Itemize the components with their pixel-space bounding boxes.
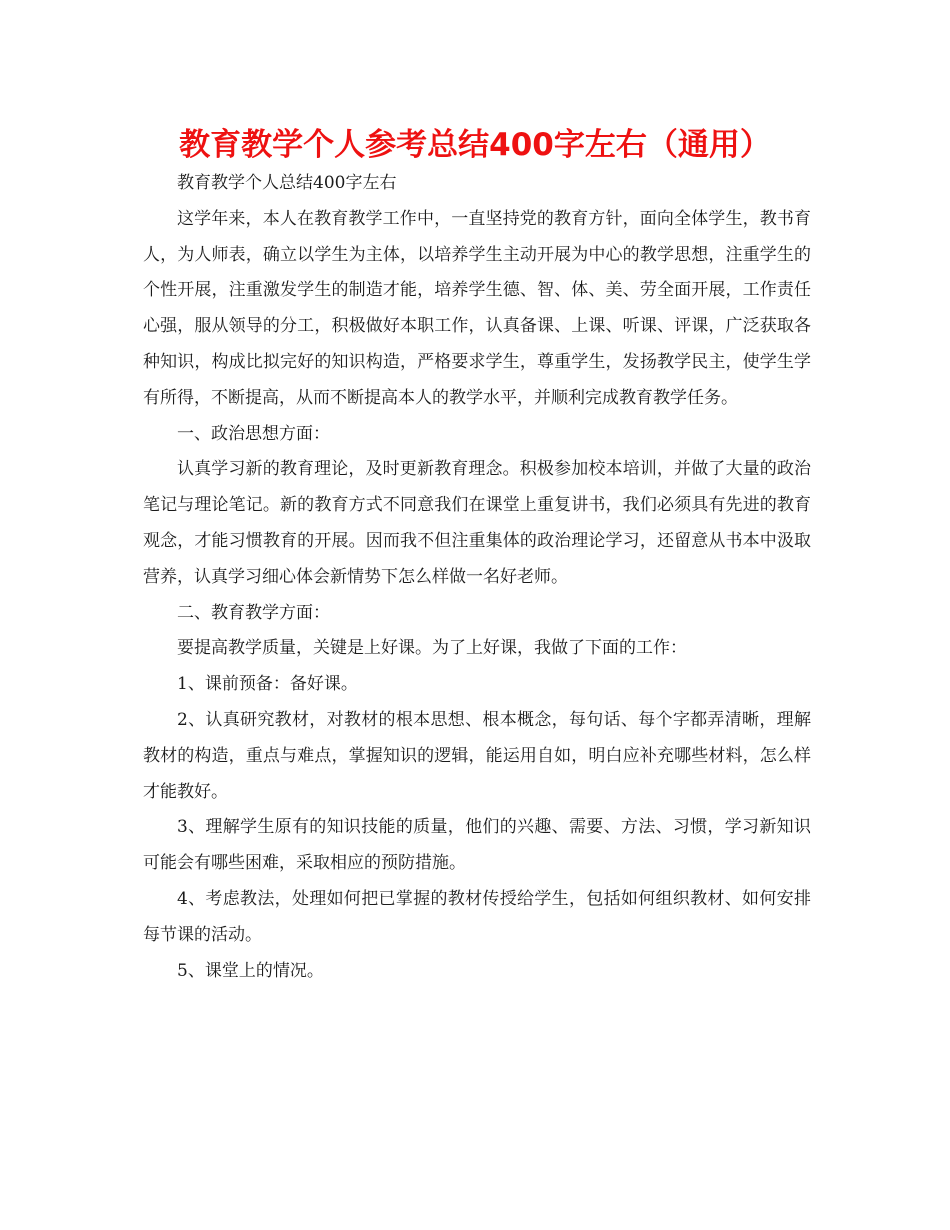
paragraph-intro: 这学年来，本人在教育教学工作中，一直坚持党的教育方针，面向全体学生，教书育人，为人师表，确立以学生为主体，以培养学生主动开展为中心的教学思想，注重学生的个性开展，注重激发学生的制造才能，培养学生德、智、体、美、劳全面开展，工作责任心强，服从领导的分工，积极做好本职工作，认真备课、上课、听课、评课，广泛获取各种知识，构成比拟完好的知识构造，严格要求学生，尊重学生，发扬教学民主，使学生学有所得，不断提高，从而不断提高本人的教学水平，并顺利完成教育教学任务。 (143, 208, 811, 408)
list-item-4: 4、考虑教法，处理如何把已掌握的教材传授给学生，包括如何组织教材、如何安排每节课的活动。 (143, 888, 811, 945)
list-item-3: 3、理解学生原有的知识技能的质量，他们的兴趣、需要、方法、习惯，学习新知识可能会有哪些困难，采取相应的预防措施。 (143, 817, 811, 874)
section-heading-teaching: 二、教育教学方面： (177, 602, 330, 623)
paragraph-politics: 认真学习新的教育理论，及时更新教育理念。积极参加校本培训，并做了大量的政治笔记与理论笔记。新的教育方式不同意我们在课堂上重复讲书，我们必须具有先进的教育观念，才能习惯教育的开展。因而我不但注重集体的政治理论学习，还留意从书本中汲取营养，认真学习细心体会新情势下怎么样做一名好老师。 (143, 459, 811, 587)
document-subtitle: 教育教学个人总结400字左右 (177, 173, 397, 193)
list-item-2: 2、认真研究教材，对教材的根本思想、根本概念，每句话、每个字都弄清晰，理解教材的构造，重点与难点，掌握知识的逻辑，能运用自如，明白应补充哪些材料，怎么样才能教好。 (143, 709, 811, 802)
paragraph-teaching-intro: 要提高教学质量，关键是上好课。为了上好课，我做了下面的工作： (177, 638, 687, 659)
document-body (143, 166, 811, 989)
list-item-5: 5、课堂上的情况。 (177, 960, 324, 981)
section-heading-politics: 一、政治思想方面： (177, 423, 330, 444)
document-title: 教育教学个人参考总结400字左右（通用） (179, 127, 771, 163)
list-item-1: 1、课前预备：备好课。 (177, 674, 358, 695)
